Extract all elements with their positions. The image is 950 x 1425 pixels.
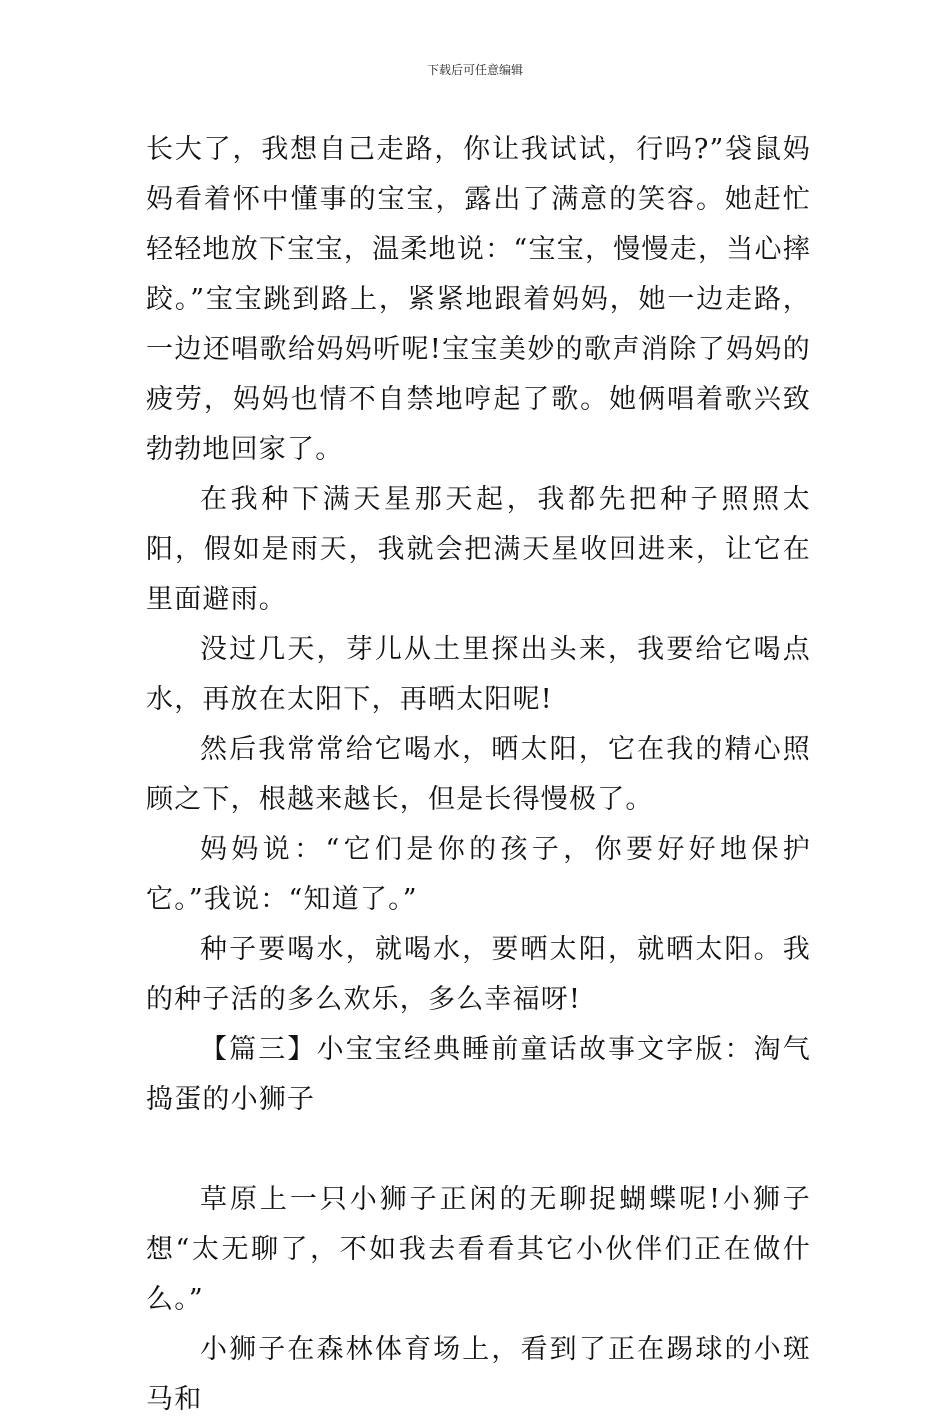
- paragraph-little-lion: 草原上一只小狮子正闲的无聊捉蝴蝶呢!小狮子想“太无聊了，不如我去看看其它小伙伴们正在做什么。”: [146, 1184, 811, 1315]
- paragraph-kangaroo-continued: 长大了，我想自己走路，你让我试试，行吗?”袋鼠妈妈看着怀中懂事的宝宝，露出了满意的笑容。她赶忙轻轻地放下宝宝，温柔地说：“宝宝，慢慢走，当心摔跤。”宝宝跳到路上，紧紧地跟着妈妈，她一边走路，一边还唱歌给妈妈听呢!宝宝美妙的歌声消除了妈妈的疲劳，妈妈也情不自禁地哼起了歌。她俩唱着歌兴致勃勃地回家了。: [146, 134, 811, 465]
- paragraph-care: 然后我常常给它喝水，晒太阳，它在我的精心照顾之下，根越来越长，但是长得慢极了。: [146, 734, 811, 815]
- document-body: [146, 125, 811, 1425]
- page-header-note: 下载后可任意编辑: [426, 63, 523, 77]
- paragraph-sports-field: 小狮子在森林体育场上，看到了正在踢球的小斑马和: [146, 1334, 811, 1415]
- paragraph-dialogue: 妈妈说：“它们是你的孩子，你要好好地保护它。”我说：“知道了。”: [146, 834, 811, 915]
- paragraph-sprout: 没过几天，芽儿从土里探出头来，我要给它喝点水，再放在太阳下，再晒太阳呢!: [146, 634, 811, 715]
- blank-line: [146, 1125, 811, 1175]
- section-heading-part-three: 【篇三】小宝宝经典睡前童话故事文字版：淘气捣蛋的小狮子: [146, 1034, 811, 1115]
- paragraph-happy-seeds: 种子要喝水，就喝水，要晒太阳，就晒太阳。我的种子活的多么欢乐，多么幸福呀!: [146, 934, 811, 1015]
- paragraph-planting-seeds: 在我种下满天星那天起，我都先把种子照照太阳，假如是雨天，我就会把满天星收回进来，让它在里面避雨。: [146, 484, 811, 615]
